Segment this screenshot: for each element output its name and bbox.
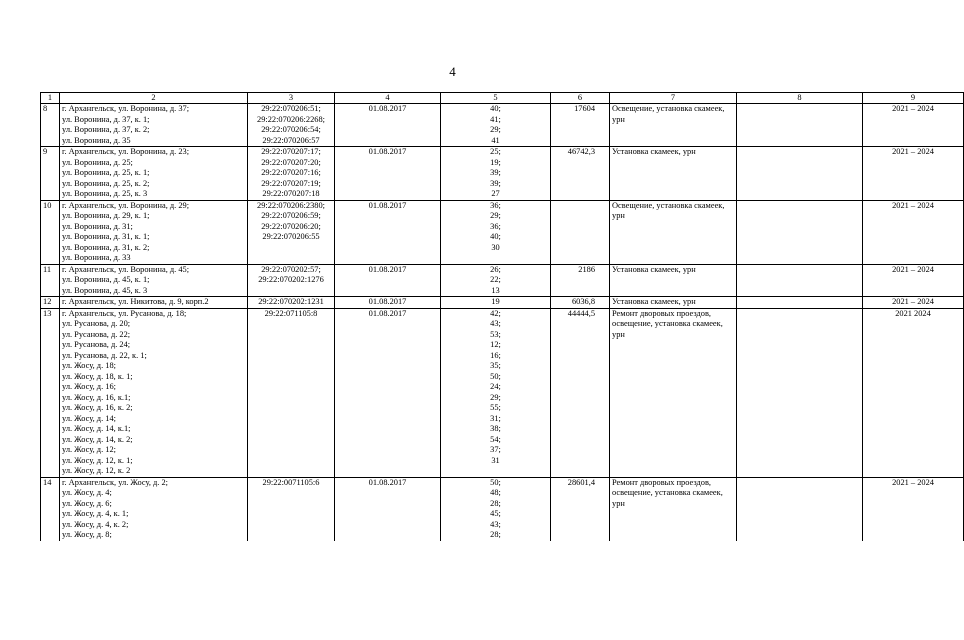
cadastral-number: 29:22:070206:51; <box>261 104 321 113</box>
count-cell <box>441 308 551 477</box>
count-value: 36; <box>490 200 501 210</box>
count-value: 53; <box>490 329 501 339</box>
cadastral-cell <box>248 147 335 201</box>
date-cell: 01.08.2017 <box>335 104 441 147</box>
page-number: 4 <box>449 64 456 79</box>
works-cell: Установка скамеек, урн <box>610 147 737 201</box>
address-line: ул. Воронина, д. 37, к. 1; <box>62 114 150 124</box>
header-cell-2: 2 <box>60 93 248 104</box>
address-line: ул. Жосу, д. 16; <box>62 382 116 391</box>
table-row <box>41 200 964 264</box>
count-value: 48; <box>490 488 501 497</box>
address-line: г. Архангельск, ул. Никитова, д. 9, корп.2 <box>62 297 209 306</box>
address-line: ул. Жосу, д. 14; <box>62 413 116 423</box>
works-cell: Ремонт дворовых проездов, освещение, установка скамеек, урн <box>610 308 737 477</box>
note-cell <box>737 264 863 297</box>
cadastral-number: 29:22:070202:1231 <box>258 297 324 306</box>
address-cell <box>60 308 248 477</box>
address-cell <box>60 147 248 201</box>
cadastral-number: 29:22:070206:55 <box>262 232 320 241</box>
address-line: ул. Воронина, д. 35 <box>62 135 131 145</box>
count-value: 19 <box>491 297 500 306</box>
count-value: 26; <box>490 264 501 274</box>
header-cell-9: 9 <box>863 93 964 104</box>
cadastral-cell <box>248 200 335 264</box>
date-cell: 01.08.2017 <box>335 308 441 477</box>
address-line: ул. Воронина, д. 33 <box>62 253 131 262</box>
count-cell <box>441 200 551 264</box>
row-number: 14 <box>41 477 60 541</box>
address-line: г. Архангельск, ул. Воронина, д. 45; <box>62 264 190 274</box>
address-line: ул. Жосу, д. 12, к. 2 <box>62 466 131 475</box>
cadastral-number: 29:22:070207:19; <box>261 178 321 188</box>
count-value: 54; <box>490 434 501 444</box>
address-cell <box>60 200 248 264</box>
cadastral-number: 29:22:0071105:6 <box>262 477 320 487</box>
date-cell: 01.08.2017 <box>335 264 441 297</box>
cadastral-cell <box>248 308 335 477</box>
count-value: 50; <box>490 477 501 487</box>
area-cell: 44444,5 <box>551 308 610 477</box>
count-value: 30 <box>491 242 500 252</box>
header-cell-8: 8 <box>737 93 863 104</box>
cadastral-cell <box>248 104 335 147</box>
count-value: 16; <box>490 350 501 360</box>
area-cell: 28601,4 <box>551 477 610 541</box>
area-cell <box>551 200 610 264</box>
area-cell: 17604 <box>551 104 610 147</box>
address-line: ул. Жосу, д. 16, к. 2; <box>62 403 133 412</box>
address-line: ул. Жосу, д. 18; <box>62 361 116 370</box>
header-cell-5: 5 <box>441 93 551 104</box>
count-value: 31 <box>491 455 500 465</box>
count-value: 45; <box>490 509 501 518</box>
address-line: ул. Воронина, д. 25, к. 2; <box>62 178 150 188</box>
address-line: ул. Жосу, д. 14, к.1; <box>62 424 131 433</box>
cadastral-number: 29:22:070207:20; <box>261 157 321 167</box>
count-value: 29; <box>490 211 501 220</box>
date-cell: 01.08.2017 <box>335 200 441 264</box>
count-value: 31; <box>490 413 501 423</box>
note-cell <box>737 147 863 201</box>
objects-table <box>40 92 964 541</box>
row-number: 13 <box>41 308 60 477</box>
address-line: ул. Воронина, д. 29, к. 1; <box>62 211 150 220</box>
count-cell <box>441 104 551 147</box>
address-line: ул. Русанова, д. 22; <box>62 329 131 339</box>
date-cell: 01.08.2017 <box>335 297 441 309</box>
works-cell: Ремонт дворовых проездов, освещение, установка скамеек, урн <box>610 477 737 541</box>
cadastral-number: 29:22:070206:2380; <box>257 200 325 210</box>
count-value: 40; <box>490 232 501 241</box>
note-cell <box>737 477 863 541</box>
address-line: ул. Воронина, д. 31, к. 1; <box>62 232 150 241</box>
row-number: 9 <box>41 147 60 201</box>
table-row <box>41 104 964 147</box>
count-value: 22; <box>490 275 501 284</box>
header-cell-4: 4 <box>335 93 441 104</box>
cadastral-number: 29:22:070206:20; <box>261 221 321 231</box>
address-line: ул. Жосу, д. 14, к. 2; <box>62 434 133 444</box>
cadastral-number: 29:22:070202:1276 <box>258 275 324 284</box>
address-line: г. Архангельск, ул. Жосу, д. 2; <box>62 477 168 487</box>
address-line: ул. Воронина, д. 25; <box>62 157 133 167</box>
header-cell-7: 7 <box>610 93 737 104</box>
address-line: ул. Воронина, д. 45, к. 1; <box>62 275 150 284</box>
count-value: 40; <box>490 104 501 113</box>
address-line: ул. Жосу, д. 4, к. 2; <box>62 519 129 529</box>
address-line: г. Архангельск, ул. Русанова, д. 18; <box>62 308 187 318</box>
table-row <box>41 297 964 309</box>
count-value: 41 <box>491 135 500 145</box>
period-cell: 2021 – 2024 <box>863 477 964 541</box>
cadastral-number: 29:22:070207:18 <box>262 189 320 198</box>
cadastral-number: 29:22:070207:17; <box>261 147 321 156</box>
table-row <box>41 147 964 201</box>
date-cell: 01.08.2017 <box>335 477 441 541</box>
note-cell <box>737 297 863 309</box>
count-value: 29; <box>490 125 501 134</box>
address-cell <box>60 297 248 309</box>
count-value: 24; <box>490 382 501 391</box>
count-value: 38; <box>490 424 501 433</box>
row-number: 12 <box>41 297 60 309</box>
area-cell: 46742,3 <box>551 147 610 201</box>
period-cell: 2021 – 2024 <box>863 264 964 297</box>
area-cell: 2186 <box>551 264 610 297</box>
period-cell: 2021 – 2024 <box>863 104 964 147</box>
address-line: ул. Жосу, д. 16, к.1; <box>62 392 131 402</box>
period-cell: 2021 – 2024 <box>863 200 964 264</box>
cadastral-cell <box>248 297 335 309</box>
cadastral-cell <box>248 264 335 297</box>
header-cell-1: 1 <box>41 93 60 104</box>
address-line: ул. Воронина, д. 25, к. 1; <box>62 168 150 177</box>
note-cell <box>737 200 863 264</box>
address-line: ул. Жосу, д. 4, к. 1; <box>62 509 129 518</box>
address-cell <box>60 477 248 541</box>
count-value: 43; <box>490 319 501 328</box>
header-cell-6: 6 <box>551 93 610 104</box>
count-value: 39; <box>490 168 501 177</box>
count-value: 35; <box>490 361 501 370</box>
count-cell <box>441 477 551 541</box>
cadastral-number: 29:22:070206:57 <box>262 135 320 145</box>
count-cell <box>441 264 551 297</box>
table-header <box>41 93 964 104</box>
works-cell: Освещение, установка скамеек, урн <box>610 200 737 264</box>
count-value: 25; <box>490 147 501 156</box>
works-cell: Установка скамеек, урн <box>610 297 737 309</box>
count-value: 28; <box>490 530 501 539</box>
count-cell <box>441 297 551 309</box>
address-line: ул. Русанова, д. 20; <box>62 319 131 328</box>
row-number: 8 <box>41 104 60 147</box>
cadastral-number: 29:22:071105:8 <box>264 308 318 318</box>
cadastral-number: 29:22:070206:2268; <box>257 114 325 124</box>
address-line: ул. Воронина, д. 31, к. 2; <box>62 242 150 252</box>
header-cell-3: 3 <box>248 93 335 104</box>
count-value: 29; <box>490 392 501 402</box>
count-value: 37; <box>490 445 501 454</box>
header-row <box>41 93 964 104</box>
address-line: ул. Воронина, д. 37, к. 2; <box>62 125 150 134</box>
count-value: 41; <box>490 114 501 124</box>
address-line: ул. Жосу, д. 18, к. 1; <box>62 371 133 381</box>
count-value: 13 <box>491 285 500 295</box>
row-number: 10 <box>41 200 60 264</box>
count-value: 27 <box>491 189 500 198</box>
table-body <box>41 104 964 541</box>
cadastral-number: 29:22:070207:16; <box>261 168 321 177</box>
address-line: ул. Русанова, д. 24; <box>62 340 131 349</box>
count-value: 28; <box>490 498 501 508</box>
works-cell: Освещение, установка скамеек, урн <box>610 104 737 147</box>
count-value: 55; <box>490 403 501 412</box>
address-line: ул. Русанова, д. 22, к. 1; <box>62 350 147 360</box>
cadastral-cell <box>248 477 335 541</box>
address-line: ул. Жосу, д. 8; <box>62 530 112 539</box>
count-value: 43; <box>490 519 501 529</box>
count-value: 50; <box>490 371 501 381</box>
table-row <box>41 308 964 477</box>
cadastral-number: 29:22:070206:54; <box>261 125 321 134</box>
address-line: г. Архангельск, ул. Воронина, д. 29; <box>62 200 190 210</box>
works-cell: Установка скамеек, урн <box>610 264 737 297</box>
count-value: 36; <box>490 221 501 231</box>
address-line: ул. Воронина, д. 25, к. 3 <box>62 189 148 198</box>
note-cell <box>737 104 863 147</box>
count-value: 19; <box>490 157 501 167</box>
note-cell <box>737 308 863 477</box>
address-line: ул. Воронина, д. 31; <box>62 221 133 231</box>
address-cell <box>60 264 248 297</box>
address-line: г. Архангельск, ул. Воронина, д. 23; <box>62 147 190 156</box>
cadastral-number: 29:22:070206:59; <box>261 211 321 220</box>
address-line: ул. Жосу, д. 12, к. 1; <box>62 455 133 465</box>
address-line: ул. Жосу, д. 6; <box>62 498 112 508</box>
row-number: 11 <box>41 264 60 297</box>
period-cell: 2021 – 2024 <box>863 147 964 201</box>
area-cell: 6036,8 <box>551 297 610 309</box>
period-cell: 2021 – 2024 <box>863 297 964 309</box>
cadastral-number: 29:22:070202:57; <box>261 264 321 274</box>
count-value: 39; <box>490 178 501 188</box>
address-line: ул. Жосу, д. 4; <box>62 488 112 497</box>
address-cell <box>60 104 248 147</box>
address-line: г. Архангельск, ул. Воронина, д. 37; <box>62 104 190 113</box>
table-row <box>41 264 964 297</box>
table-row <box>41 477 964 541</box>
period-cell: 2021 2024 <box>863 308 964 477</box>
count-value: 12; <box>490 340 501 349</box>
count-value: 42; <box>490 308 501 318</box>
date-cell: 01.08.2017 <box>335 147 441 201</box>
address-line: ул. Жосу, д. 12; <box>62 445 116 454</box>
address-line: ул. Воронина, д. 45, к. 3 <box>62 285 148 295</box>
count-cell <box>441 147 551 201</box>
